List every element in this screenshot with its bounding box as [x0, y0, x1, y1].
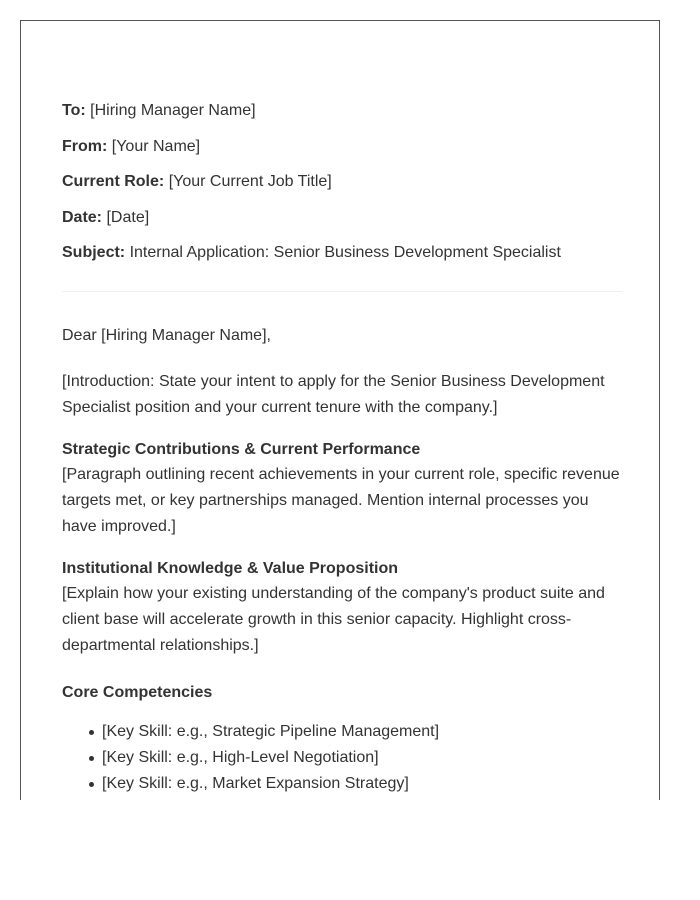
memo-from-line: [62, 137, 622, 157]
memo-subject-line: [62, 243, 622, 263]
memo-date-line: [62, 208, 622, 228]
memo-role-value: [Your Current Job Title]: [168, 173, 332, 190]
list-item: [Key Skill: e.g., Market Expansion Strategy]: [82, 771, 622, 797]
section-institutional-knowledge: [62, 559, 622, 659]
memo-header: [62, 101, 622, 263]
memo-to-line: [62, 101, 622, 121]
section-strategic-contributions: [62, 440, 622, 540]
competencies-title: Core Competencies: [62, 684, 213, 701]
memo-to-value: [Hiring Manager Name]: [90, 102, 256, 119]
memo-to-label: To:: [62, 102, 86, 119]
list-item: [Key Skill: e.g., High-Level Negotiation]: [82, 745, 622, 771]
memo-from-value: [Your Name]: [111, 137, 201, 155]
memo-from-label: From:: [62, 137, 108, 155]
section-title: Institutional Knowledge & Value Proposition: [62, 560, 399, 577]
introduction-paragraph: [Introduction: State your intent to apply for the Senior Business Development Specialist position and your current tenure with the company.]: [62, 373, 605, 416]
header-divider: [62, 291, 622, 292]
section-title: Strategic Contributions & Current Performance: [62, 441, 421, 458]
competencies-list: [62, 719, 622, 797]
list-item: [Key Skill: e.g., Strategic Pipeline Management]: [82, 719, 622, 745]
memo-date-value: [Date]: [106, 208, 150, 226]
memo-subject-label: Subject:: [62, 244, 126, 261]
memo-role-label: Current Role:: [62, 173, 165, 190]
section-body: [Paragraph outlining recent achievements in your current role, specific revenue targets met, or key partnerships managed. Mention internal processes you have improved.]: [62, 466, 620, 535]
salutation: Dear [Hiring Manager Name],: [62, 327, 271, 344]
letter-content: [62, 21, 622, 797]
letter-page: [20, 20, 660, 800]
section-body: [Explain how your existing understanding of the company's product suite and client base will accelerate growth in this senior capacity. Highlight cross-departmental relationships.]: [62, 585, 605, 654]
memo-date-label: Date:: [62, 208, 103, 226]
memo-role-line: [62, 172, 622, 192]
memo-subject-value: Internal Application: Senior Business Development Specialist: [129, 244, 561, 261]
